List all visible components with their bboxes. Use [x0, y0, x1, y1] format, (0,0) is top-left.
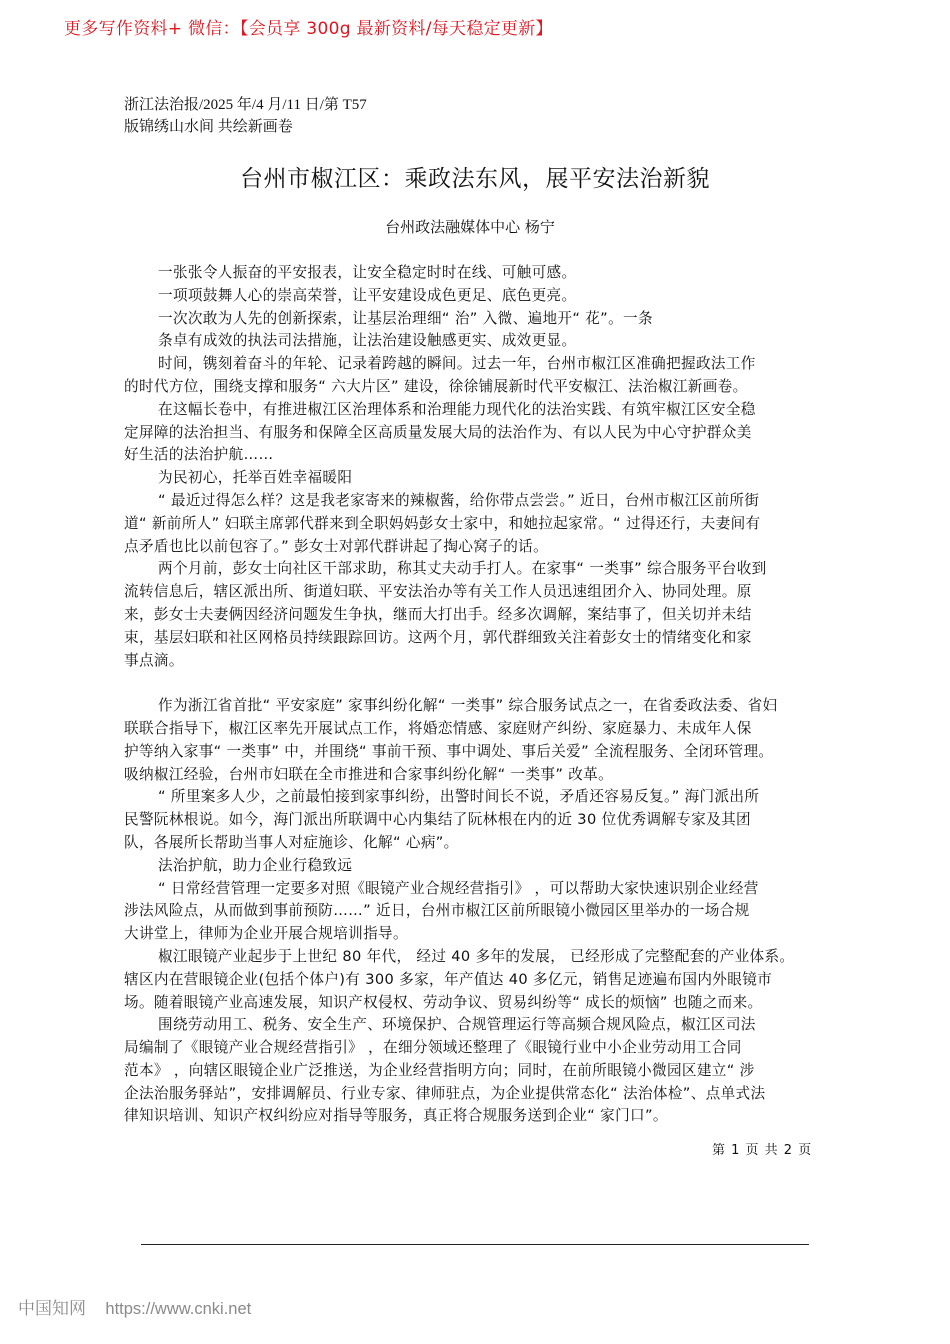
article-line: 范本》 ，向辖区眼镜企业广泛推送，为企业经营指明方向；同时，在前所眼镜小微园区建立“ 涉	[124, 1061, 755, 1079]
article-line: 在这幅长卷中，有推进椒江区治理体系和治理能力现代化的法治实践、有筑牢椒江区安全稳	[158, 400, 756, 418]
article-line: 束，基层妇联和社区网格员持续跟踪回访。这两个月，郭代群细致关注着彭女士的情绪变化和家	[124, 628, 752, 646]
article-byline: 台州政法融媒体中心 杨宁	[385, 218, 555, 236]
article-line: 点矛盾也比以前包容了。” 彭女士对郭代群讲起了掏心窝子的话。	[124, 537, 549, 555]
article-line: 定屏障的法治担当、有服务和保障全区高质量发展大局的法治作为、有以人民为中心守护群众美	[124, 423, 752, 441]
source-line-2: 版锦绣山水间 共绘新画卷	[124, 119, 293, 135]
article-line: 企法治服务驿站”，安排调解员、行业专家、律师驻点，为企业提供常态化“ 法治体检”、点单式法	[124, 1084, 766, 1102]
article-line: 好生活的法治护航……	[124, 446, 274, 464]
article-line: 涉法风险点，从而做到事前预防……” 近日，台州市椒江区前所眼镜小微园区里举办的一场合规	[124, 902, 750, 920]
article-line: 围绕劳动用工、税务、安全生产、环境保护、合规管理运行等高频合规风险点，椒江区司法	[158, 1016, 756, 1034]
page-indicator: 第 1 页 共 2 页	[712, 1143, 813, 1158]
article-line: 条卓有成效的执法司法措施，让法治建设触感更实、成效更显。	[158, 332, 577, 350]
article-line: 的时代方位，围绕支撑和服务“ 六大片区” 建设，徐徐铺展新时代平安椒江、法治椒江新画卷。	[124, 377, 748, 395]
article-line: 椒江眼镜产业起步于上世纪 80 年代， 经过 40 多年的发展， 已经形成了完整配套的产业体系。	[158, 947, 795, 965]
article-line: 辖区内在营眼镜企业(包括个体户)有 300 多家，年产值达 40 多亿元，销售足迹遍布国内外眼镜市	[124, 970, 773, 988]
footer-divider	[141, 1244, 809, 1245]
source-info	[124, 94, 367, 138]
article-line: 来，彭女士夫妻俩因经济问题发生争执，继而大打出手。经多次调解，案结事了，但关切并未结	[124, 605, 752, 623]
article-line: 吸纳椒江经验，台州市妇联在全市推进和合家事纠纷化解“ 一类事” 改革。	[124, 765, 614, 783]
paragraph-spacer	[124, 672, 834, 695]
promo-banner: 更多写作资料+ 微信：【会员享 300g 最新资料/每天稳定更新】	[64, 19, 553, 39]
watermark-brand: 中国知网	[18, 1299, 86, 1319]
article-line: 事点滴。	[124, 651, 184, 669]
article-line: 民警阮林根说。如今，海门派出所联调中心内集结了阮林根在内的近 30 位优秀调解专家及其团	[124, 811, 752, 829]
article-line: “ 所里案多人少，之前最怕接到家事纠纷，出警时间长不说，矛盾还容易反复。” 海门派出所	[158, 788, 760, 806]
article-line: 两个月前，彭女士向社区干部求助，称其丈夫动手打人。在家事“ 一类事” 综合服务平台收到	[158, 560, 767, 578]
source-line-1: 浙江法治报/2025 年/4 月/11 日/第 T57	[124, 97, 367, 113]
article-line: 一项项鼓舞人心的崇高荣誉，让平安建设成色更足、底色更亮。	[158, 286, 577, 304]
article-line: 法治护航，助力企业行稳致远	[158, 856, 353, 874]
article-line: 时间，镌刻着奋斗的年轮、记录着跨越的瞬间。过去一年，台州市椒江区准确把握政法工作	[158, 355, 756, 373]
article-line: “ 日常经营管理一定要多对照《眼镜产业合规经营指引》 ，可以帮助大家快速识别企业经营	[158, 879, 759, 897]
article-title: 台州市椒江区：乘政法东风，展平安法治新貌	[240, 166, 710, 192]
article-line: 道“ 新前所人” 妇联主席郭代群来到全职妈妈彭女士家中，和她拉起家常。“ 过得还行，夫妻间有	[124, 514, 761, 532]
article-line: 一次次敢为人先的创新探索，让基层治理细“ 治” 入微、遍地开“ 花”。一条	[158, 309, 653, 327]
article-line: 一张张令人振奋的平安报表，让安全稳定时时在线、可触可感。	[158, 264, 577, 281]
article-line: 联联合指导下，椒江区率先开展试点工作，将婚恋情感、家庭财产纠纷、家庭暴力、未成年人保	[124, 719, 752, 737]
article-line: 场。随着眼镜产业高速发展，知识产权侵权、劳动争议、贸易纠纷等“ 成长的烦恼” 也随之而来。	[124, 993, 763, 1011]
article-line: 队，各展所长帮助当事人对症施诊、化解“ 心病”。	[124, 833, 459, 851]
article-line: 大讲堂上，律师为企业开展合规培训指导。	[124, 925, 408, 943]
article-line: 律知识培训、知识产权纠纷应对指导等服务，真正将合规服务送到企业“ 家门口”。	[124, 1107, 668, 1125]
article-line: 流转信息后，辖区派出所、街道妇联、平安法治办等有关工作人员迅速组团介入、协同处理。原	[124, 583, 752, 601]
article-line: 局编制了《眼镜产业合规经营指引》 ，在细分领域还整理了《眼镜行业中小企业劳动用工合同	[124, 1039, 742, 1057]
watermark-url: https://www.cnki.net	[105, 1300, 252, 1318]
article-line: “ 最近过得怎么样？这是我老家寄来的辣椒酱，给你带点尝尝。” 近日，台州市椒江区前所街	[158, 491, 760, 509]
article-line: 护等纳入家事“ 一类事” 中，并围绕“ 事前干预、事中调处、事后关爱” 全流程服务、全闭环管理。	[124, 742, 774, 760]
article-body	[124, 262, 834, 1128]
article-line: 作为浙江省首批“ 平安家庭” 家事纠纷化解“ 一类事” 综合服务试点之一，在省委政法委、省妇	[158, 697, 778, 715]
article-line: 为民初心，托举百姓幸福暖阳	[158, 469, 353, 487]
cnki-watermark	[18, 1294, 251, 1319]
